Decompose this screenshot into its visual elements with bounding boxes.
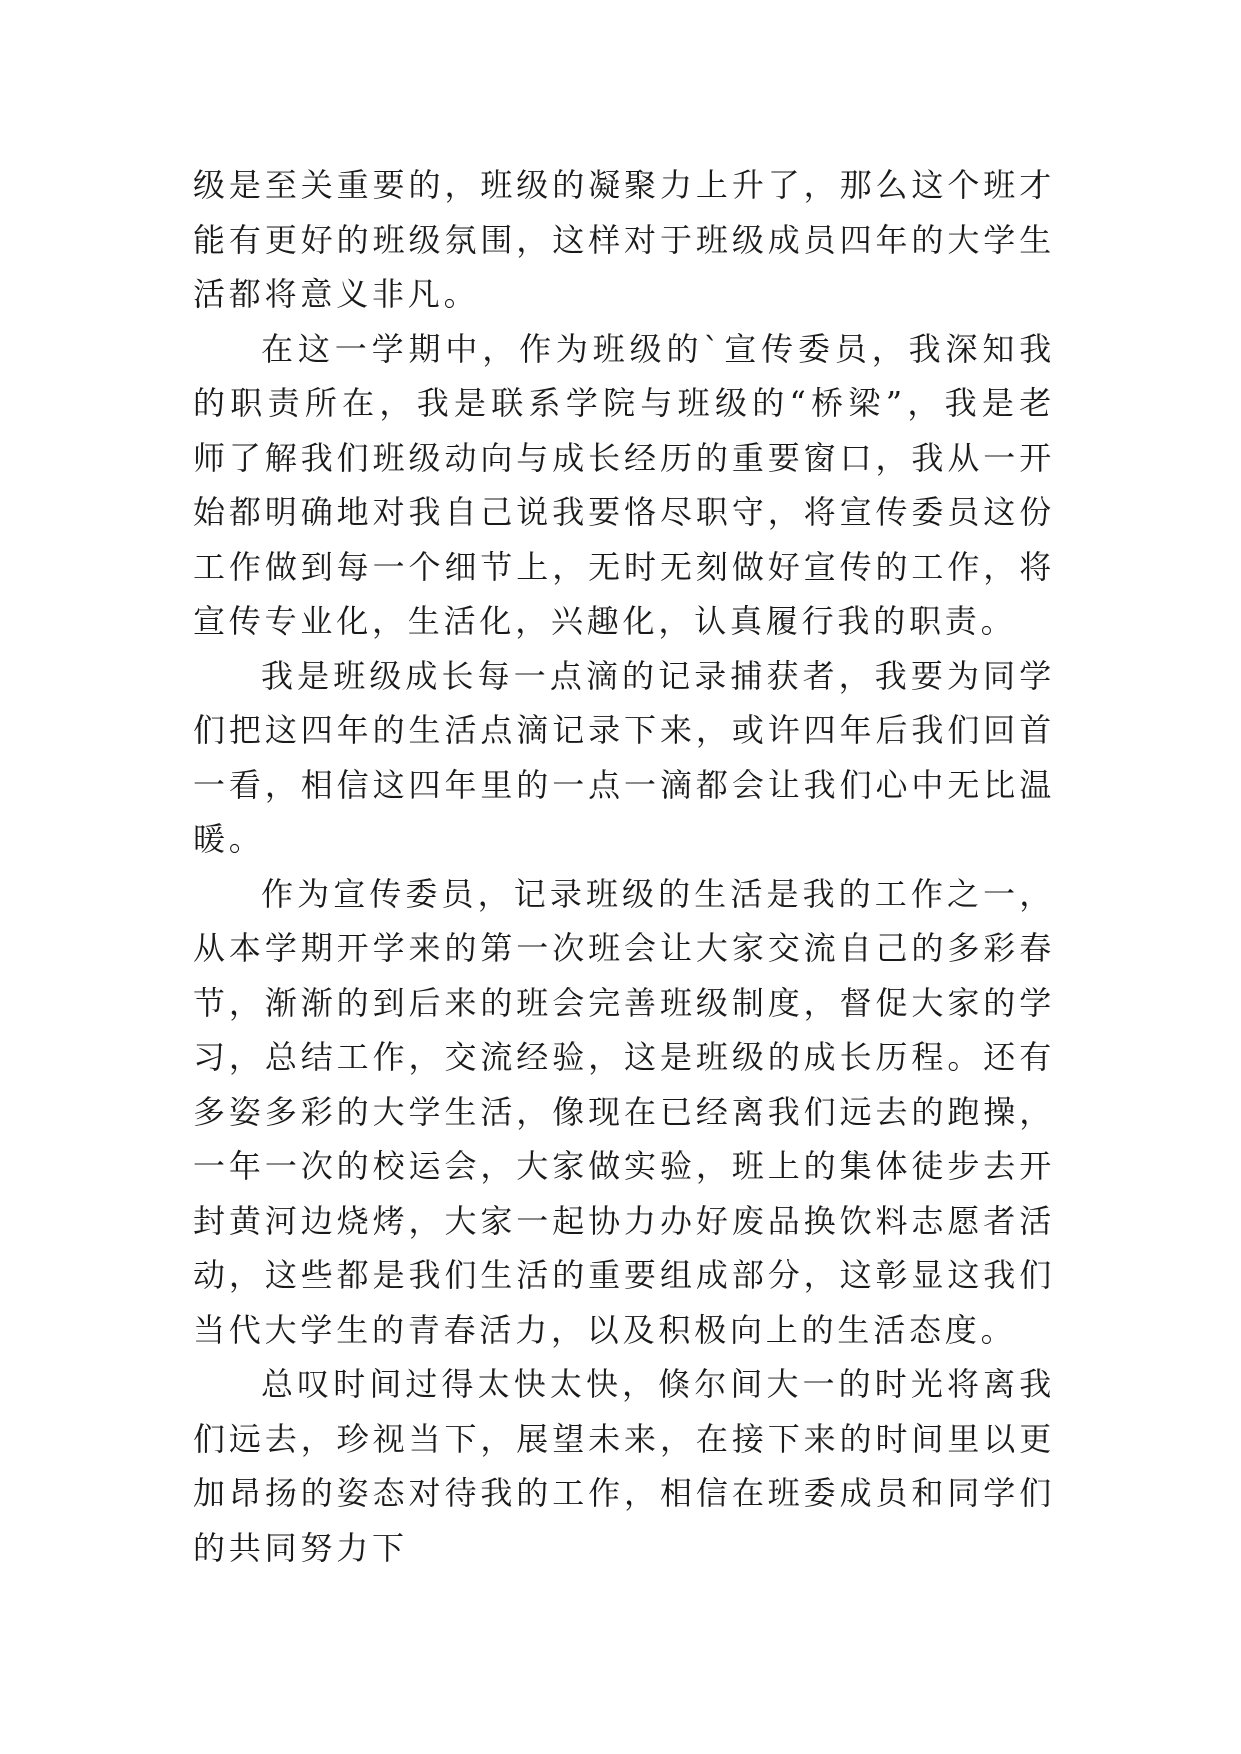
paragraph-continuation: 级是至关重要的，班级的凝聚力上升了，那么这个班才能有更好的班级氛围，这样对于班级成员四年的大学生活都将意义非凡。 bbox=[193, 166, 1055, 313]
paragraph-recorder: 我是班级成长每一点滴的记录捕获者，我要为同学们把这四年的生活点滴记录下来，或许四年后我们回首一看，相信这四年里的一点一滴都会让我们心中无比温暖。 bbox=[193, 656, 1055, 858]
document-body bbox=[193, 158, 1055, 1575]
paragraph-duties: 在这一学期中，作为班级的`宣传委员，我深知我的职责所在，我是联系学院与班级的“桥梁”，我是老师了解我们班级动向与成长经历的重要窗口，我从一开始都明确地对我自己说我要恪尽职守，将宣传委员这份工作做到每一个细节上，无时无刻做好宣传的工作，将宣传专业化，生活化，兴趣化，认真履行我的职责。 bbox=[193, 329, 1055, 640]
paragraph-activities: 作为宣传委员，记录班级的生活是我的工作之一，从本学期开学来的第一次班会让大家交流自己的多彩春节，渐渐的到后来的班会完善班级制度，督促大家的学习，总结工作，交流经验，这是班级的成长历程。还有多姿多彩的大学生活，像现在已经离我们远去的跑操，一年一次的校运会，大家做实验，班上的集体徒步去开封黄河边烧烤，大家一起协力办好废品换饮料志愿者活动，这些都是我们生活的重要组成部分，这彰显这我们当代大学生的青春活力，以及积极向上的生活态度。 bbox=[193, 874, 1055, 1349]
paragraph-outlook: 总叹时间过得太快太快，倏尔间大一的时光将离我们远去，珍视当下，展望未来，在接下来的时间里以更加昂扬的姿态对待我的工作，相信在班委成员和同学们的共同努力下 bbox=[193, 1365, 1055, 1567]
